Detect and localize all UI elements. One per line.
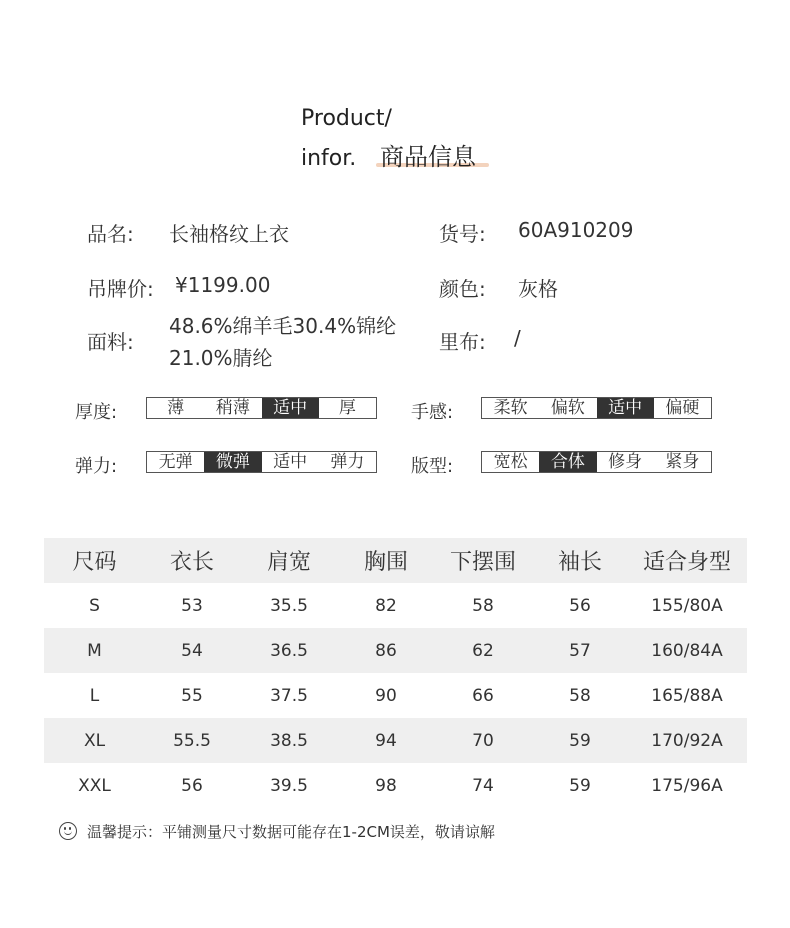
scale-option: 合体 (539, 452, 596, 472)
table-row (44, 718, 747, 763)
elasticity-scale (146, 451, 377, 473)
scale-option: 偏软 (550, 398, 585, 418)
cell-size: L (89, 685, 100, 706)
cell-body-type: 165/88A (651, 685, 723, 706)
cell-size: S (89, 595, 100, 616)
color-label: 颜色: (439, 277, 486, 301)
cell-length: 55.5 (173, 730, 211, 751)
table-header-row (44, 538, 747, 583)
cell-shoulder: 38.5 (270, 730, 308, 751)
cell-body-type: 175/96A (651, 775, 723, 796)
scale-option: 宽松 (493, 452, 528, 472)
header-shoulder: 肩宽 (266, 550, 311, 575)
fabric-label: 面料: (87, 330, 134, 354)
cell-sleeve: 56 (569, 595, 591, 616)
product-name-label: 品名: (87, 222, 134, 246)
cell-length: 56 (181, 775, 203, 796)
table-row (44, 628, 747, 673)
cell-chest: 82 (375, 595, 397, 616)
thickness-scale (146, 397, 377, 419)
scale-option: 适中 (273, 452, 308, 472)
fit-label: 版型: (411, 456, 454, 477)
scale-option: 适中 (262, 398, 319, 418)
header-size: 尺码 (72, 550, 117, 575)
fabric-line2: 21.0%腈纶 (169, 346, 273, 370)
cell-shoulder: 36.5 (270, 640, 308, 661)
scale-option: 紧身 (665, 452, 700, 472)
cell-shoulder: 35.5 (270, 595, 308, 616)
table-body (44, 583, 747, 808)
cell-hem: 70 (472, 730, 494, 751)
cell-sleeve: 59 (569, 775, 591, 796)
table-row (44, 673, 747, 718)
cell-size: XXL (78, 775, 111, 796)
feel-label: 手感: (411, 402, 454, 423)
scale-option: 适中 (597, 398, 654, 418)
elasticity-label: 弹力: (75, 456, 118, 477)
lining-value: / (514, 326, 521, 350)
heading-english-line2: infor. (301, 146, 357, 171)
scale-option: 偏硬 (665, 398, 700, 418)
scale-option: 稍薄 (215, 398, 250, 418)
table-row (44, 583, 747, 628)
scale-option: 柔软 (493, 398, 528, 418)
price-value: ¥1199.00 (175, 273, 271, 297)
cell-body-type: 155/80A (651, 595, 723, 616)
cell-sleeve: 58 (569, 685, 591, 706)
scale-option: 弹力 (330, 452, 365, 472)
cell-length: 55 (181, 685, 203, 706)
thickness-label: 厚度: (75, 402, 118, 423)
cell-chest: 86 (375, 640, 397, 661)
cell-hem: 74 (472, 775, 494, 796)
cell-shoulder: 37.5 (270, 685, 308, 706)
cell-sleeve: 59 (569, 730, 591, 751)
cell-hem: 62 (472, 640, 494, 661)
cell-body-type: 170/92A (651, 730, 723, 751)
cell-size: XL (83, 730, 106, 751)
lining-label: 里布: (439, 330, 486, 354)
cell-hem: 58 (472, 595, 494, 616)
header-hem: 下摆围 (449, 550, 516, 575)
tip-text: 温馨提示：平铺测量尺寸数据可能存在1-2CM误差，敬请谅解 (87, 823, 495, 841)
header-sleeve: 袖长 (557, 550, 602, 575)
cell-hem: 66 (472, 685, 494, 706)
table-row (44, 763, 747, 808)
scale-option: 微弹 (204, 452, 261, 472)
product-name-value: 长袖格纹上衣 (169, 222, 289, 246)
cell-size: M (87, 640, 102, 661)
cell-length: 54 (181, 640, 203, 661)
sku-label: 货号: (439, 222, 486, 246)
cell-chest: 94 (375, 730, 397, 751)
cell-body-type: 160/84A (651, 640, 723, 661)
cell-chest: 98 (375, 775, 397, 796)
sku-value: 60A910209 (518, 218, 634, 242)
scale-option: 薄 (167, 398, 185, 418)
cell-sleeve: 57 (569, 640, 591, 661)
cell-chest: 90 (375, 685, 397, 706)
header-body-type: 适合身型 (642, 550, 731, 575)
cell-shoulder: 39.5 (270, 775, 308, 796)
price-label: 吊牌价: (87, 277, 154, 301)
scale-option: 厚 (338, 398, 356, 418)
header-chest: 胸围 (363, 550, 408, 575)
heading-english-line1: Product/ (301, 106, 392, 131)
fit-scale (481, 451, 712, 473)
feel-scale (481, 397, 712, 419)
size-table (44, 538, 747, 808)
color-value: 灰格 (518, 277, 558, 301)
fabric-line1: 48.6%绵羊毛30.4%锦纶 (169, 314, 397, 338)
scale-option: 修身 (608, 452, 643, 472)
cell-length: 53 (181, 595, 203, 616)
heading-chinese: 商品信息 (380, 143, 476, 171)
scale-option: 无弹 (158, 452, 193, 472)
header-length: 衣长 (169, 550, 214, 575)
smiley-icon (59, 822, 77, 840)
